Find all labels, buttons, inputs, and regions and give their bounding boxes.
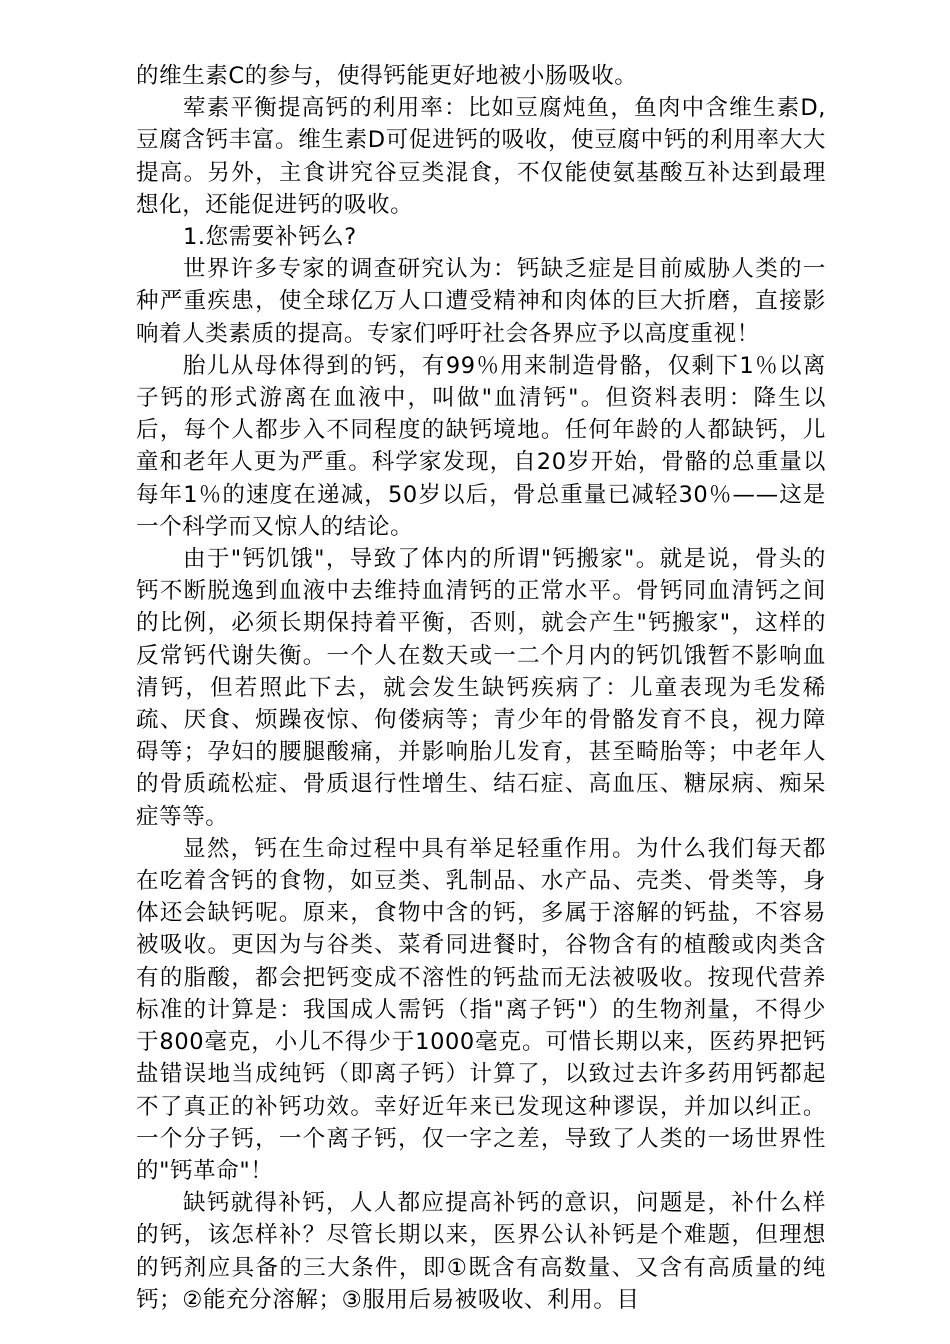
paragraph-fetal-calcium: 胎儿从母体得到的钙，有99％用来制造骨骼，仅剩下1％以离子钙的形式游离在血液中，叫做"血清钙"。但资料表明：降生以后，每个人都步入不同程度的缺钙境地。任何年龄的人都缺钙，儿童和老年人更为严重。科学家发现，自20岁开始，骨骼的总重量以每年1％的速度在递减，50岁以后，骨总重量已减轻30％——这是一个科学而又惊人的结论。 [136,352,826,540]
document-page [136,60,826,1316]
paragraph-diet-balance: 荤素平衡提高钙的利用率：比如豆腐炖鱼，鱼肉中含维生素D,豆腐含钙丰富。维生素D可促进钙的吸收，使豆腐中钙的利用率大大提高。另外，主食讲究谷豆类混食，不仅能使氨基酸互补达到最理想化，还能促进钙的吸收。 [136,95,826,218]
paragraph-calcium-hunger: 由于"钙饥饿"，导致了体内的所谓"钙搬家"。就是说，骨头的钙不断脱逸到血液中去维持血清钙的正常水平。骨钙同血清钙之间的比例，必须长期保持着平衡，否则，就会产生"钙搬家"，这样的反常钙代谢失衡。一个人在数天或一二个月内的钙饥饿暂不影响血清钙，但若照此下去，就会发生缺钙疾病了：儿童表现为毛发稀疏、厌食、烦躁夜惊、佝偻病等；青少年的骨骼发育不良，视力障碍等；孕妇的腰腿酸痛，并影响胎儿发育，甚至畸胎等；中老年人的骨质疏松症、骨质退行性增生、结石症、高血压、糖尿病、痴呆症等等。 [136,546,826,830]
paragraph-continuation: 的维生素C的参与，使得钙能更好地被小肠吸收。 [136,63,638,89]
paragraph-calcium-importance: 显然，钙在生命过程中具有举足轻重作用。为什么我们每天都在吃着含钙的食物，如豆类、乳制品、水产品、壳类、骨类等，身体还会缺钙呢。原来，食物中含的钙，多属于溶解的钙盐，不容易被吸收。更因为与谷类、菜肴同进餐时，谷物含有的植酸或肉类含有的脂酸，都会把钙变成不溶性的钙盐而无法被吸收。按现代营养标准的计算是：我国成人需钙（指"离子钙"）的生物剂量，不得少于800毫克，小儿不得少于1000毫克。可惜长期以来，医药界把钙盐错误地当成纯钙（即离子钙）计算了，以致过去许多药用钙都起不了真正的补钙功效。幸好近年来已发现这种谬误，并加以纠正。一个分子钙，一个离子钙，仅一字之差，导致了人类的一场世界性的"钙革命"！ [136,835,826,1184]
paragraph-expert-research: 世界许多专家的调查研究认为：钙缺乏症是目前威胁人类的一种严重疾患，使全球亿万人口遭受精神和肉体的巨大折磨，直接影响着人类素质的提高。专家们呼吁社会各界应予以高度重视！ [136,256,826,347]
section-heading: 1.您需要补钙么? [183,224,357,251]
paragraph-calcium-supplement: 缺钙就得补钙，人人都应提高补钙的意识，问题是，补什么样的钙，该怎样补？尽管长期以来，医界公认补钙是个难题，但理想的钙剂应具备的三大条件，即①既含有高数量、又含有高质量的纯钙；②能充分溶解；③服用后易被吸收、利用。目 [136,1190,826,1313]
